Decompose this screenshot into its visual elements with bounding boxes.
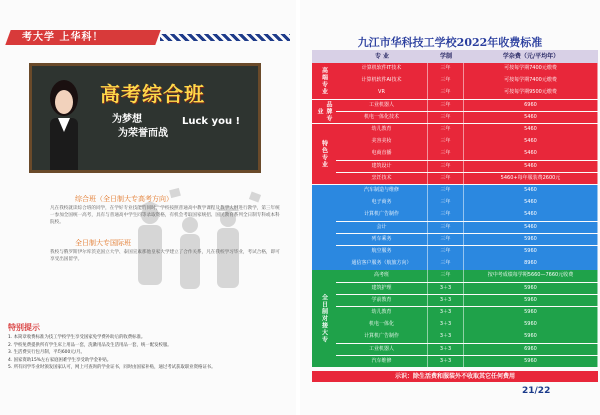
cell-major: 工业机器人	[336, 100, 428, 112]
fee-table-header	[312, 50, 598, 63]
cell-major: VR	[336, 87, 428, 99]
student-portrait	[40, 72, 88, 173]
cell-fee: 5460+每年服装费2600元	[464, 173, 598, 185]
cell-years: 三年	[428, 209, 464, 221]
category-label: 特色专业	[312, 124, 336, 184]
cell-fee: 5460	[464, 124, 598, 136]
slogan-text: 考大学 上华科！	[22, 32, 104, 43]
cell-major: 计算机广告制作	[336, 331, 428, 343]
slogan-banner	[8, 30, 290, 45]
cell-years: 三年	[428, 270, 464, 282]
table-row	[312, 173, 598, 185]
cell-fee: 可按每学期9500元缴费	[464, 87, 598, 99]
cell-years: 三年	[428, 100, 464, 112]
cell-fee: 6960	[464, 344, 598, 356]
cell-years: 3＋3	[428, 331, 464, 343]
cell-fee: 可按每学期7400元缴费	[464, 63, 598, 75]
cell-fee: 6960	[464, 100, 598, 112]
cell-fee: 5960	[464, 307, 598, 319]
tip-item: 5. 所有同学毕业时颁发国家认可，网上可查询的学业证书，同时由国家补贴，通过考试获取职业资格证书。	[8, 365, 216, 371]
cell-major: 工业机器人	[336, 344, 428, 356]
cell-major: 会计	[336, 222, 428, 234]
cell-fee: 按中考成绩每学期5660—7660元收费	[464, 270, 598, 282]
cell-major: 计算机广告制作	[336, 209, 428, 221]
table-row	[312, 344, 598, 356]
hero-banner	[29, 63, 261, 173]
table-row	[312, 100, 598, 112]
cell-major: 航空服务	[336, 246, 428, 258]
cell-years: 三年	[428, 87, 464, 99]
cell-fee: 5960	[464, 319, 598, 331]
cell-years: 三年	[428, 185, 464, 197]
table-row	[312, 148, 598, 160]
cell-fee: 可按每学期7400元缴费	[464, 75, 598, 87]
category-label: 高端专业	[312, 63, 336, 99]
table-row	[312, 331, 598, 343]
cell-years: 3＋3	[428, 344, 464, 356]
header-years: 学制	[439, 53, 452, 60]
cell-fee: 8960	[464, 258, 598, 270]
table-row	[312, 234, 598, 246]
table-row	[312, 136, 598, 148]
fee-note: 示识：除生活费和服装外不收取其它任何费用	[312, 371, 598, 382]
header-major: 专 业	[374, 53, 390, 60]
left-page	[0, 0, 296, 415]
cell-major: 电子商务	[336, 197, 428, 209]
section-text-international: 我校与俄罗斯伊尔库茨克国立大学、泰国宣素那他皇家大学建立了合作关系，凡在我校学习毕业，考试合格，即可享受出国留学。	[50, 250, 280, 262]
cell-fee: 5460	[464, 112, 598, 124]
cell-fee: 5960	[464, 331, 598, 343]
cell-years: 三年	[428, 197, 464, 209]
section-text-comprehensive: 凡在我校就读综合班的同学，在学好专业技能的同时，学校按照普通高中教学课程及教学大纲进行教学，第三年统一参加全国统一高考，具有与普通高中学生同等录取资格，有机会考取国家统招、国民教育系列全日制专科或本科院校。	[50, 206, 280, 225]
cell-major: 建筑护理	[336, 283, 428, 295]
cell-major: 计算机软件IT技术	[336, 63, 428, 75]
table-row	[312, 63, 598, 75]
cell-fee: 5460	[464, 222, 598, 234]
table-row	[312, 270, 598, 282]
table-row	[312, 283, 598, 295]
cell-years: 3＋3	[428, 356, 464, 368]
section-title-comprehensive: 综合班（全日制大专高考方向）	[75, 195, 173, 203]
table-row	[312, 319, 598, 331]
right-page	[300, 0, 600, 415]
cell-fee: 5960	[464, 295, 598, 307]
cell-years: 三年	[428, 246, 464, 258]
cell-major: 高考班	[336, 270, 428, 282]
table-row	[312, 295, 598, 307]
cell-fee: 5460	[464, 209, 598, 221]
cell-major: 烹饪技术	[336, 173, 428, 185]
tip-item: 4. 国家资助15%左右家庭困难学生享受助学金补贴。	[8, 357, 112, 363]
cell-years: 三年	[428, 75, 464, 87]
cell-fee: 5960	[464, 246, 598, 258]
page-number: 21/22	[522, 386, 551, 396]
cell-years: 三年	[428, 136, 464, 148]
cell-major: 幼儿教育	[336, 124, 428, 136]
cell-major: 美容美妆	[336, 136, 428, 148]
hero-luck-text: Luck you !	[182, 116, 241, 127]
hero-subtitle-honor: 为荣誉而战	[118, 128, 168, 139]
hero-title: 高考综合班	[100, 82, 205, 106]
cell-years: 三年	[428, 173, 464, 185]
cell-fee: 5460	[464, 136, 598, 148]
cell-fee: 5460	[464, 197, 598, 209]
cell-fee: 5960	[464, 283, 598, 295]
tip-item: 3. 生活费实行包月制，平均600元/月。	[8, 350, 85, 356]
cell-major: 学前教育	[336, 295, 428, 307]
cell-years: 3＋3	[428, 283, 464, 295]
table-row	[312, 356, 598, 368]
section-title-international: 全日制大专国际班	[75, 239, 131, 247]
cell-fee: 5960	[464, 234, 598, 246]
cell-major: 通信客户服务（航旅方向）	[336, 258, 428, 270]
cell-major: 列车乘务	[336, 234, 428, 246]
table-row	[312, 112, 598, 124]
cell-years: 三年	[428, 258, 464, 270]
table-row	[312, 87, 598, 99]
header-fee: 学杂费（元/平均年）	[502, 53, 560, 60]
category-label: 品牌专业	[312, 100, 336, 124]
cell-years: 三年	[428, 148, 464, 160]
cell-years: 3＋3	[428, 295, 464, 307]
tip-item: 1. 本简章收费标准为技工学校学生享受国家免学费补助后的收费标准。	[8, 335, 146, 340]
tip-item: 2. 学校免费提供所有学生床上用品一套，洗漱用品及生活用品一套，统一配发校服。	[8, 342, 172, 348]
cell-years: 三年	[428, 222, 464, 234]
cell-major: 汽车维修	[336, 356, 428, 368]
tips-list	[8, 334, 216, 372]
cell-years: 三年	[428, 234, 464, 246]
category-label: 全日制对接大专	[312, 270, 336, 367]
cell-major: 幼儿教育	[336, 307, 428, 319]
cell-major: 电商直播	[336, 148, 428, 160]
table-row	[312, 197, 598, 209]
cell-years: 3＋3	[428, 319, 464, 331]
cell-major: 机电一体化	[336, 319, 428, 331]
cell-major: 机电一体化技术	[336, 112, 428, 124]
table-row	[312, 185, 598, 197]
cell-fee: 5460	[464, 148, 598, 160]
table-row	[312, 307, 598, 319]
cell-years: 三年	[428, 161, 464, 173]
category-spacer	[312, 185, 336, 270]
table-row	[312, 258, 598, 270]
cell-years: 三年	[428, 112, 464, 124]
table-row	[312, 222, 598, 234]
table-row	[312, 246, 598, 258]
cell-fee: 5960	[464, 356, 598, 368]
table-row	[312, 161, 598, 173]
slogan-stripes	[160, 34, 290, 41]
tips-title: 特别提示	[8, 323, 40, 332]
cell-major: 汽车制造与维修	[336, 185, 428, 197]
table-row	[312, 75, 598, 87]
cell-years: 三年	[428, 124, 464, 136]
cell-fee: 5460	[464, 185, 598, 197]
cell-years: 3＋3	[428, 307, 464, 319]
table-row	[312, 124, 598, 136]
cell-major: 建筑设计	[336, 161, 428, 173]
hero-subtitle-dream: 为梦想	[112, 114, 142, 125]
fee-table-title: 九江市华科技工学校2022年收费标准	[357, 36, 543, 49]
table-row	[312, 209, 598, 221]
cell-major: 计算机软件AI技术	[336, 75, 428, 87]
special-tips	[8, 322, 288, 410]
cell-fee: 5460	[464, 161, 598, 173]
cell-years: 三年	[428, 63, 464, 75]
